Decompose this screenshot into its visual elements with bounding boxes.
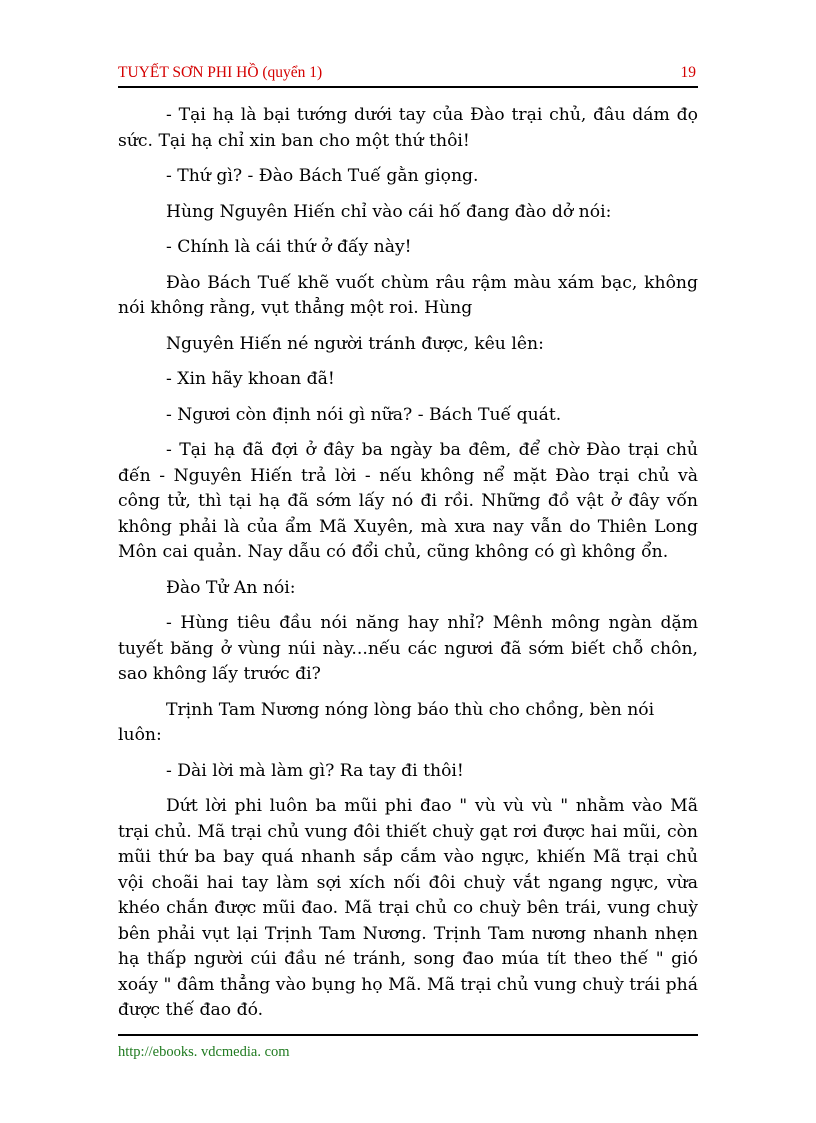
paragraph: Đào Bách Tuế khẽ vuốt chùm râu rậm màu xám bạc, không nói không rằng, vụt thẳng một roi. Hùng <box>118 272 698 318</box>
paragraph: - Thứ gì? - Đào Bách Tuế gằn giọng. <box>166 166 479 186</box>
paragraph: - Tại hạ đã đợi ở đây ba ngày ba đêm, để chờ Đào trại chủ đến - Nguyên Hiến trả lời - nếu không nể mặt Đào trại chủ và công tử, thì tại hạ đã sớm lấy nó đi rồi. Những đồ vật ở đây vốn không phải là của ẩm Mã Xuyên, mà xưa nay vẫn do Thiên Long Môn cai quản. Nay dẫu có đổi chủ, cũng không có gì không ổn. <box>118 440 698 562</box>
paragraph: - Hùng tiêu đầu nói năng hay nhỉ? Mênh mông ngàn dặm tuyết băng ở vùng núi này...nếu các ngươi đã sớm biết chỗ chôn, sao không lấy trước đi? <box>118 613 698 684</box>
paragraph: - Ngươi còn định nói gì nữa? - Bách Tuế quát. <box>166 404 562 425</box>
paragraph: Đào Tử An nói: <box>166 577 296 598</box>
paragraph: - Dài lời mà làm gì? Ra tay đi thôi! <box>166 760 464 781</box>
paragraph: Nguyên Hiến né người tránh được, kêu lên: <box>166 333 544 354</box>
paragraph: Trịnh Tam Nương nóng lòng báo thù cho chồng, bèn nói luôn: <box>118 699 655 745</box>
page-header <box>118 64 698 88</box>
paragraph: Dứt lời phi luôn ba mũi phi đao " vù vù vù " nhằm vào Mã trại chủ. Mã trại chủ vung đôi thiết chuỳ gạt rơi được hai mũi, còn mũi thứ ba bay quá nhanh sắp cắm vào ngực, khiến Mã trại chủ vội choãi hai tay làm sợi xích nối đôi chuỳ vắt ngang ngực, vừa khéo chắn được mũi đao. Mã trại chủ co chuỳ bên trái, vung chuỳ bên phải vụt lại Trịnh Tam Nương. Trịnh Tam nương nhanh nhẹn hạ thấp người cúi đầu né tránh, song đao múa tít theo thế " gió xoáy " đâm thẳng vào bụng họ Mã. Mã trại chủ vung chuỳ trái phá được thế đao đó. <box>118 796 698 1020</box>
paragraph: - Xin hãy khoan đã! <box>166 369 335 389</box>
paragraph: - Tại hạ là bại tướng dưới tay của Đào trại chủ, đâu dám đọ sức. Tại hạ chỉ xin ban cho một thứ thôi! <box>118 105 698 151</box>
book-title: TUYẾT SƠN PHI HỒ (quyển 1) <box>118 64 323 81</box>
paragraph: - Chính là cái thứ ở đấy này! <box>166 237 412 257</box>
footer-divider <box>118 1034 698 1036</box>
page-number: 19 <box>680 64 696 81</box>
paragraph: Hùng Nguyên Hiến chỉ vào cái hố đang đào dở nói: <box>166 201 612 222</box>
footer-website-link[interactable]: http://ebooks. vdcmedia. com <box>118 1044 290 1060</box>
page-body <box>118 103 698 1034</box>
